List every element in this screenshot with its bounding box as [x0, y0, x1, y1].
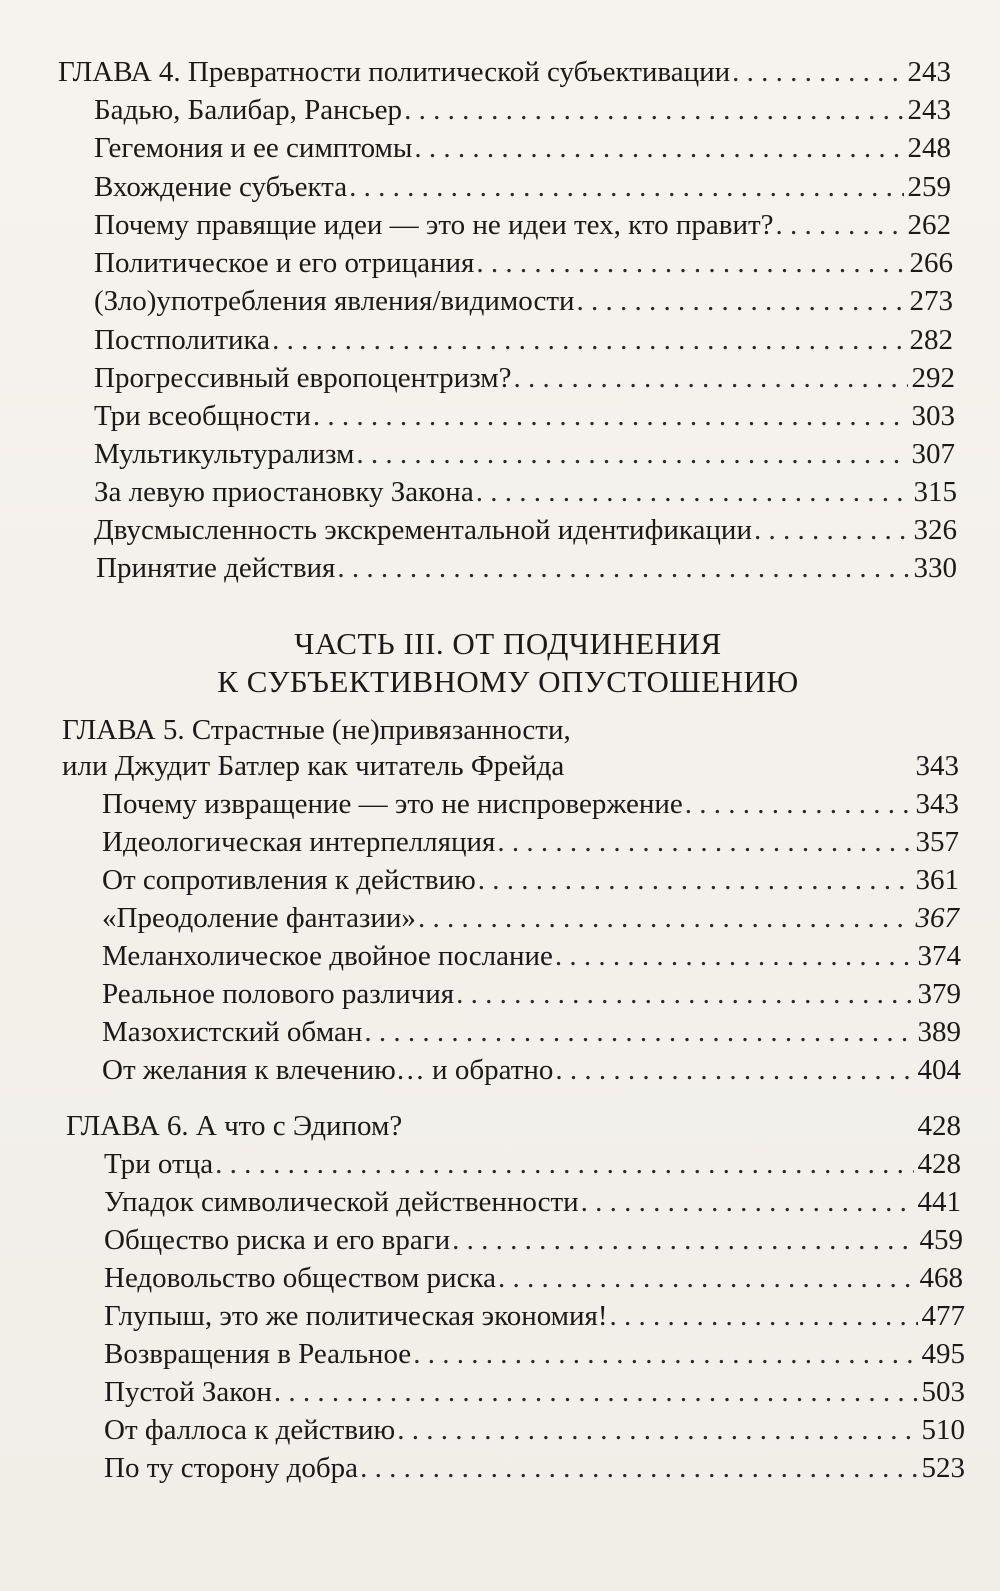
dot-leader [215, 1146, 913, 1182]
toc-entry[interactable] [94, 322, 953, 358]
page-number: 248 [907, 132, 951, 164]
section-title: Мазохистский обман [102, 1016, 363, 1048]
dot-leader [272, 322, 905, 358]
toc-entry[interactable] [94, 245, 953, 281]
toc-entry[interactable] [104, 1374, 965, 1410]
part-heading-line-1: ЧАСТЬ III. ОТ ПОДЧИНЕНИЯ [294, 626, 722, 661]
page-number: 441 [917, 1186, 961, 1218]
chapter-title: ГЛАВА 4. Превратности политической субъективации [58, 56, 731, 88]
page-number: 361 [915, 864, 959, 896]
toc-entry[interactable] [102, 824, 959, 860]
page-number: 259 [907, 171, 951, 203]
toc-entry[interactable] [102, 862, 959, 898]
toc-entry[interactable] [94, 169, 951, 205]
toc-entry[interactable] [102, 1052, 961, 1088]
chapter-title: или Джудит Батлер как читатель Фрейда [62, 750, 565, 782]
page-number: 459 [919, 1224, 963, 1256]
section-title: Общество риска и его враги [104, 1224, 451, 1256]
section-title: Почему извращение — это не ниспровержение [102, 788, 683, 820]
dot-leader [418, 900, 912, 936]
toc-entry[interactable] [102, 1014, 961, 1050]
section-title: От фаллоса к действию [104, 1414, 396, 1446]
section-title: Вхождение субъекта [94, 171, 348, 203]
page-number: 389 [917, 1016, 961, 1048]
toc-entry[interactable] [104, 1260, 963, 1296]
dot-leader [497, 824, 911, 860]
toc-entry[interactable] [104, 1412, 965, 1448]
dot-leader [754, 512, 910, 548]
page-number: 468 [919, 1262, 963, 1294]
toc-entry[interactable] [102, 938, 961, 974]
section-title: Мультикультурализм [94, 438, 355, 470]
toc-entry[interactable] [102, 786, 959, 822]
chapter-title: ГЛАВА 6. А что с Эдипом? [66, 1110, 403, 1142]
dot-leader [555, 938, 914, 974]
page-number: 374 [917, 940, 961, 972]
toc-entry[interactable] [94, 512, 957, 548]
page-number: 523 [921, 1452, 965, 1484]
page-number: 326 [913, 514, 957, 546]
section-title: Политическое и его отрицания [94, 247, 475, 279]
chapter-4-entry[interactable] [58, 54, 951, 90]
toc-entry[interactable] [104, 1222, 963, 1258]
section-title: От сопротивления к действию [102, 864, 476, 896]
section-title: Пустой Закон [104, 1376, 272, 1408]
toc-entry[interactable] [94, 283, 953, 319]
dot-leader [610, 1298, 918, 1334]
dot-leader [478, 862, 912, 898]
dot-leader [349, 169, 903, 205]
dot-leader [413, 1336, 917, 1372]
page-number: 303 [911, 400, 955, 432]
chapter-5-title-line-1[interactable]: ГЛАВА 5. Страстные (не)привязанности, [62, 714, 571, 746]
dot-leader [476, 245, 905, 281]
page-number: 343 [915, 788, 959, 820]
section-title: Почему правящие идеи — это не идеи тех, кто правит? [94, 209, 774, 241]
section-title: Три всеобщности [94, 400, 311, 432]
page-number: 477 [921, 1300, 965, 1332]
toc-entry[interactable] [94, 436, 955, 472]
dot-leader [360, 1450, 917, 1486]
dot-leader [732, 54, 903, 90]
section-title: Возвращения в Реальное [104, 1338, 412, 1370]
dot-leader [555, 1052, 913, 1088]
toc-entry[interactable] [94, 130, 951, 166]
page-number: 262 [907, 209, 951, 241]
dot-leader [274, 1374, 918, 1410]
section-title: Упадок символической действенности [104, 1186, 579, 1218]
page-number: 367 [915, 902, 959, 934]
toc-entry[interactable] [104, 1450, 965, 1486]
toc-entry[interactable] [102, 900, 959, 936]
toc-entry[interactable] [94, 207, 951, 243]
section-title: Три отца [104, 1148, 214, 1180]
page-number: 503 [921, 1376, 965, 1408]
section-title: Бадью, Балибар, Рансьер [94, 94, 403, 126]
section-title: Меланхолическое двойное послание [102, 940, 553, 972]
part-heading-line-2: К СУБЪЕКТИВНОМУ ОПУСТОШЕНИЮ [217, 664, 799, 699]
section-title: Реальное полового различия [102, 978, 455, 1010]
toc-entry[interactable] [104, 1336, 965, 1372]
dot-leader [581, 1184, 914, 1220]
page-number: 330 [913, 552, 957, 584]
section-title: «Преодоление фантазии» [102, 902, 416, 934]
toc-entry[interactable] [102, 976, 961, 1012]
chapter-6-entry[interactable] [66, 1108, 961, 1144]
dot-leader [313, 398, 908, 434]
dot-leader [577, 283, 906, 319]
toc-entry[interactable] [94, 92, 951, 128]
dot-leader [356, 436, 907, 472]
section-title: Глупыш, это же политическая экономия! [104, 1300, 608, 1332]
toc-entry[interactable] [96, 550, 957, 586]
page-number: 404 [917, 1054, 961, 1086]
page-number: 315 [913, 476, 957, 508]
page-number: 428 [917, 1110, 961, 1142]
page-number: 307 [911, 438, 955, 470]
page-number: 273 [909, 285, 953, 317]
dot-leader [456, 976, 913, 1012]
section-title: Прогрессивный европоцентризм? [94, 362, 512, 394]
page-number: 266 [909, 247, 953, 279]
page-number: 379 [917, 978, 961, 1010]
section-title: Постполитика [94, 324, 271, 356]
dot-leader [397, 1412, 917, 1448]
page-number: 495 [921, 1338, 965, 1370]
section-title: От желания к влечению… и обратно [102, 1054, 554, 1086]
section-title: Принятие действия [96, 552, 336, 584]
toc-entry[interactable] [94, 398, 955, 434]
toc-entry[interactable] [94, 360, 955, 396]
dot-leader [685, 786, 912, 822]
page-number: 428 [917, 1148, 961, 1180]
section-title: Гегемония и ее симптомы [94, 132, 413, 164]
page-number: 357 [915, 826, 959, 858]
toc-entry[interactable] [104, 1298, 965, 1334]
page-number: 510 [921, 1414, 965, 1446]
section-title: По ту сторону добра [104, 1452, 359, 1484]
toc-entry[interactable] [104, 1184, 961, 1220]
page-number: 243 [907, 94, 951, 126]
section-title: Недовольство обществом риска [104, 1262, 496, 1294]
section-title: Идеологическая интерпелляция [102, 826, 496, 858]
toc-entry[interactable] [94, 474, 957, 510]
page-number: 292 [911, 362, 955, 394]
page-number: 243 [907, 56, 951, 88]
dot-leader [452, 1222, 915, 1258]
page-number: 282 [909, 324, 953, 356]
section-title: Двусмысленность экскрементальной идентификации [94, 514, 752, 546]
toc-entry[interactable] [104, 1146, 961, 1182]
dot-leader [414, 130, 903, 166]
section-title: (Зло)употребления явления/видимости [94, 285, 575, 317]
dot-leader [776, 207, 904, 243]
dot-leader [337, 550, 909, 586]
dot-leader [513, 360, 907, 396]
section-title: За левую приостановку Закона [94, 476, 474, 508]
dot-leader [476, 474, 910, 510]
chapter-5-entry[interactable] [62, 748, 959, 784]
dot-leader [364, 1014, 913, 1050]
page-number: 343 [915, 750, 959, 782]
dot-leader [498, 1260, 916, 1296]
dot-leader [404, 92, 903, 128]
